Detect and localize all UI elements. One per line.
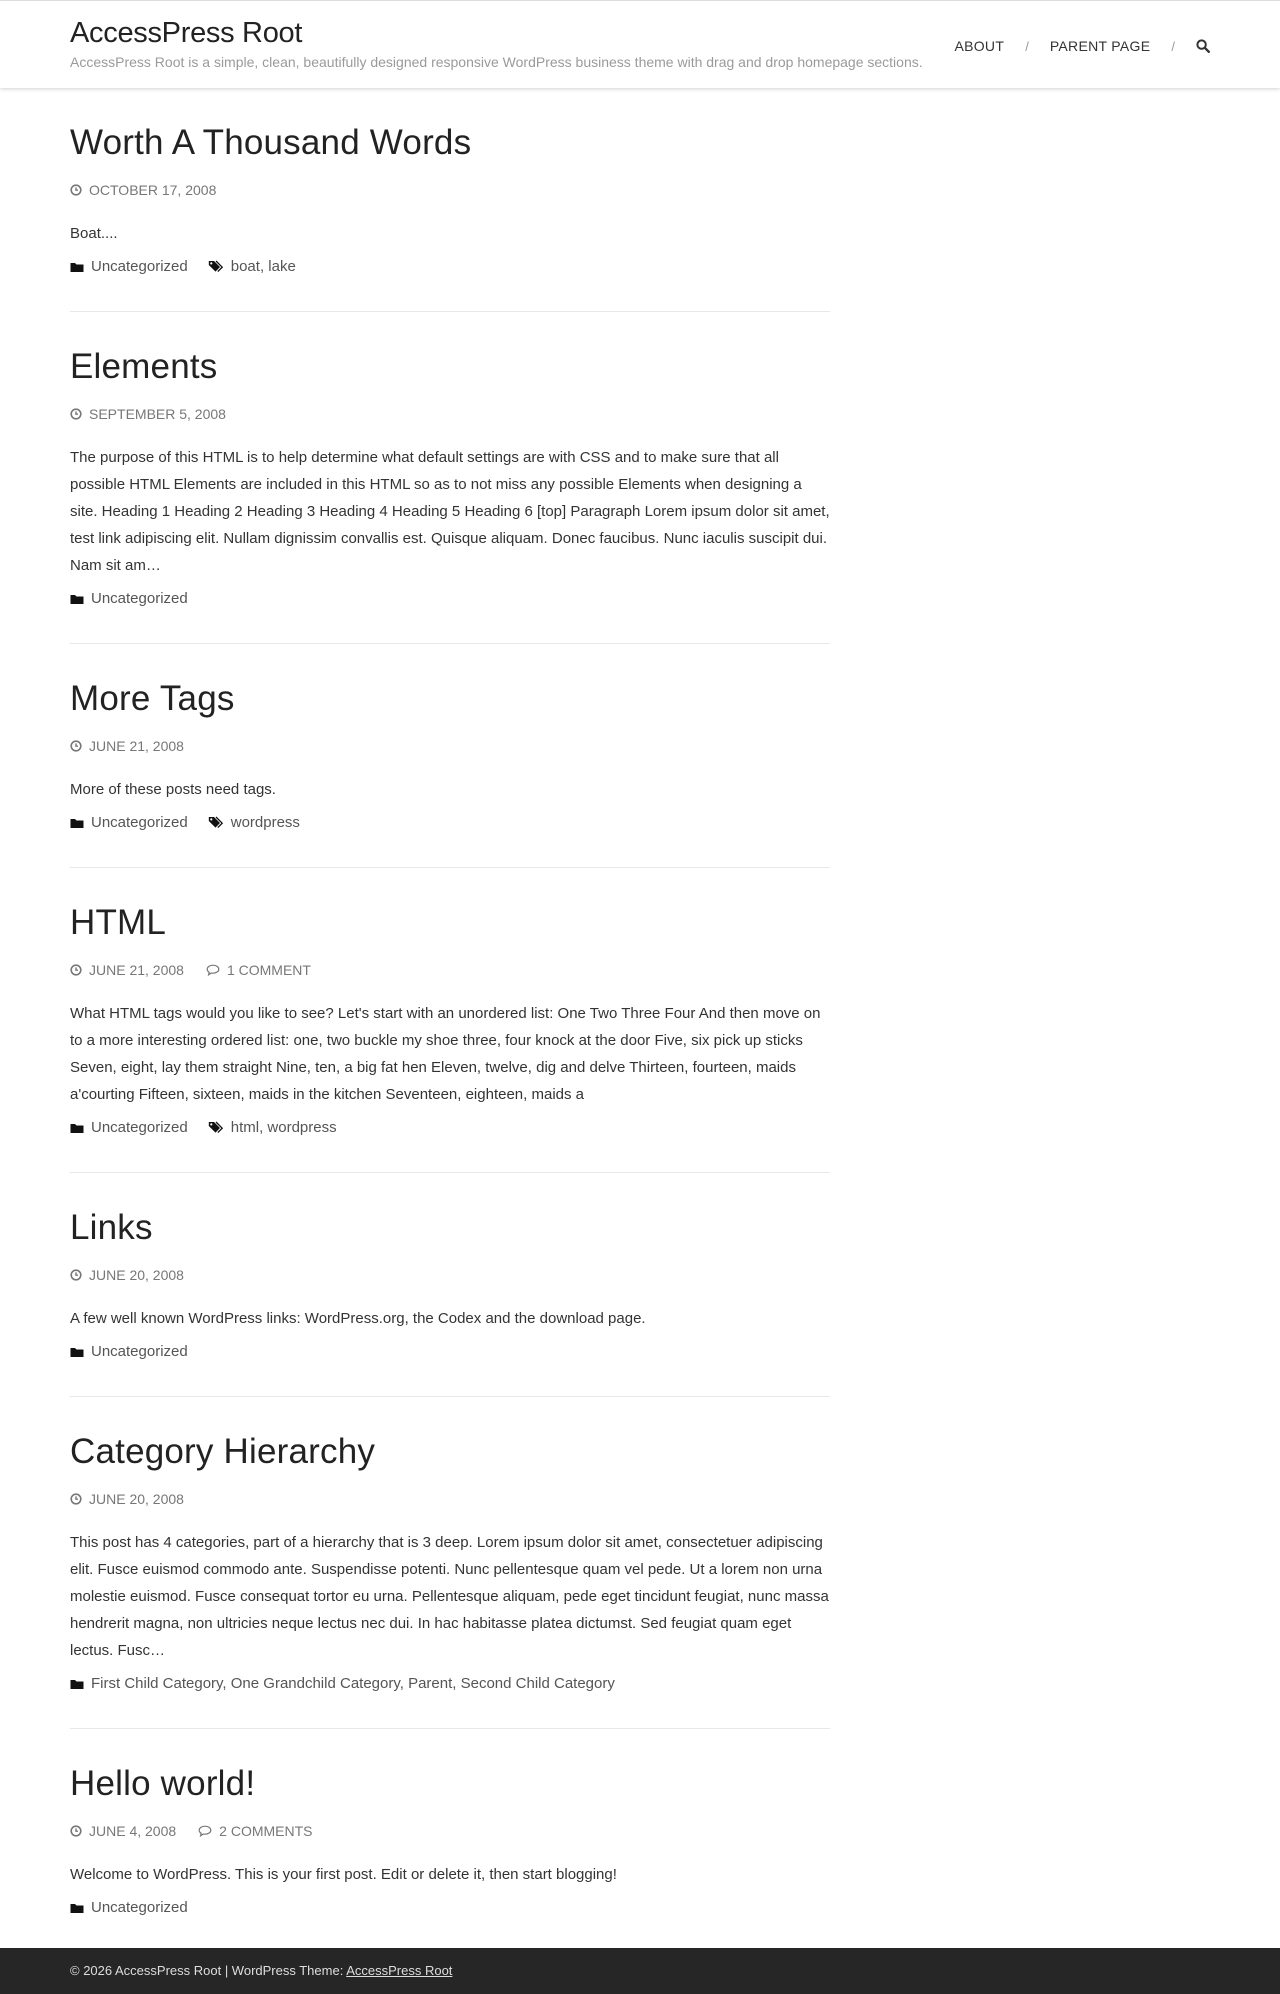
tag-link[interactable]: boat bbox=[230, 258, 260, 275]
folder-icon bbox=[70, 1902, 91, 1914]
entry-footer bbox=[70, 1343, 830, 1360]
category-links[interactable]: Uncategorized bbox=[91, 1343, 188, 1360]
post-date-link[interactable]: JUNE 4, 2008 bbox=[89, 1823, 177, 1839]
folder-icon bbox=[70, 1678, 91, 1690]
post-title[interactable]: Category Hierarchy bbox=[70, 1432, 376, 1471]
folder-icon bbox=[70, 1346, 91, 1358]
comments-link[interactable]: 1 COMMENT bbox=[226, 962, 311, 978]
post-summary: This post has 4 categories, part of a hierarchy that is 3 deep. Lorem ipsum dolor sit amet, consectetuer adipiscing elit. Fusce euismod commodo ante. Suspendisse potenti. Nunc pellentesque quam vel pede. Ut a lorem non urna molestie euismod. Fusce consequat tortor eu urna. Pellentesque aliquam, pede eget tincidunt feugiat, nunc massa hendrerit magna, non ultricies neque lectus nec dui. In hac habitasse platea dictumst. Sed feugiat quam eget lectus. Fusc… bbox=[70, 1534, 829, 1659]
clock-icon bbox=[70, 740, 89, 752]
entry-meta bbox=[70, 182, 830, 198]
post-date-link[interactable]: JUNE 20, 2008 bbox=[89, 1491, 184, 1507]
folder-icon bbox=[70, 261, 91, 273]
post-title[interactable]: More Tags bbox=[70, 679, 235, 718]
post-summary: More of these posts need tags. bbox=[70, 781, 276, 798]
post-comments bbox=[198, 1823, 312, 1839]
site-info bbox=[70, 1963, 452, 1978]
post-summary: Boat.... bbox=[70, 225, 118, 242]
clock-icon bbox=[70, 1493, 89, 1505]
main-navigation bbox=[954, 38, 1210, 54]
category-links[interactable]: Uncategorized bbox=[91, 814, 188, 831]
entry-meta bbox=[70, 1823, 830, 1839]
post-date-link[interactable]: SEPTEMBER 5, 2008 bbox=[89, 406, 226, 422]
post-date-link[interactable]: JUNE 20, 2008 bbox=[89, 1267, 184, 1283]
post-title[interactable]: HTML bbox=[70, 903, 167, 942]
post-summary: The purpose of this HTML is to help determine what default settings are with CSS and to make sure that all possible HTML Elements are included in this HTML so as to not miss any possible Elements when designing a site. Heading 1 Heading 2 Heading 3 Heading 4 Heading 5 Heading 6 [top] Paragraph Lorem ipsum dolor sit amet, test link adipiscing elit. Nullam dignissim convallis est. Quisque aliquam. Donec faucibus. Nunc iaculis suscipit dui. Nam sit am… bbox=[70, 449, 830, 574]
post-date bbox=[70, 406, 226, 422]
nav-item-about[interactable]: ABOUT bbox=[954, 38, 1005, 54]
post-date bbox=[70, 738, 184, 754]
category-links[interactable]: Uncategorized bbox=[91, 1119, 188, 1136]
entry-meta bbox=[70, 1267, 830, 1283]
post-item bbox=[70, 312, 830, 644]
post-categories bbox=[70, 1119, 188, 1136]
post-categories bbox=[70, 1675, 615, 1692]
entry-footer bbox=[70, 1899, 830, 1916]
nav-separator: / bbox=[1171, 38, 1175, 54]
post-date bbox=[70, 1267, 184, 1283]
post-comments bbox=[206, 962, 311, 978]
tag-link[interactable]: wordpress bbox=[267, 1119, 337, 1136]
post-title[interactable]: Hello world! bbox=[70, 1764, 256, 1803]
clock-icon bbox=[70, 184, 89, 196]
post-date bbox=[70, 1491, 184, 1507]
post-date-link[interactable]: OCTOBER 17, 2008 bbox=[89, 182, 217, 198]
nav-separator: / bbox=[1025, 38, 1029, 54]
post-summary: Welcome to WordPress. This is your first post. Edit or delete it, then start blogging! bbox=[70, 1866, 617, 1883]
entry-footer bbox=[70, 258, 830, 275]
post-title[interactable]: Links bbox=[70, 1208, 153, 1247]
tags-icon bbox=[208, 816, 231, 829]
comment-icon bbox=[198, 1825, 219, 1837]
folder-icon bbox=[70, 817, 91, 829]
entry-meta bbox=[70, 962, 830, 978]
folder-icon bbox=[70, 593, 91, 605]
post-tags bbox=[208, 258, 296, 275]
tag-separator: , bbox=[259, 258, 269, 275]
site-description: AccessPress Root is a simple, clean, beautifully designed responsive WordPress business theme with drag and drop homepage sections. bbox=[70, 54, 923, 70]
post-list bbox=[70, 88, 830, 1952]
tags-icon bbox=[208, 260, 231, 273]
search-icon[interactable] bbox=[1196, 39, 1210, 53]
post-summary: A few well known WordPress links: WordPress.org, the Codex and the download page. bbox=[70, 1310, 646, 1327]
tag-link[interactable]: html bbox=[230, 1119, 260, 1136]
tag-separator: , bbox=[259, 1119, 268, 1136]
post-categories bbox=[70, 1899, 188, 1916]
post-item bbox=[70, 1729, 830, 1952]
post-item bbox=[70, 644, 830, 868]
entry-meta bbox=[70, 1491, 830, 1507]
post-item bbox=[70, 1173, 830, 1397]
entry-meta bbox=[70, 406, 830, 422]
folder-icon bbox=[70, 1122, 91, 1134]
tags-icon bbox=[208, 1121, 231, 1134]
post-summary: What HTML tags would you like to see? Let's start with an unordered list: One Two Three Four And then move on to a more interesting ordered list: one, two buckle my shoe three, four knock at the door Five, six pick up sticks Seven, eight, lay them straight Nine, ten, a big fat hen Eleven, twelve, dig and delve Thirteen, fourteen, maids a'courting Fifteen, sixteen, maids in the kitchen Seventeen, eighteen, maids a bbox=[70, 1005, 821, 1103]
tag-link[interactable]: wordpress bbox=[230, 814, 300, 831]
tag-link[interactable]: lake bbox=[268, 258, 296, 275]
post-tags bbox=[208, 814, 300, 831]
clock-icon bbox=[70, 1269, 89, 1281]
site-title[interactable]: AccessPress Root bbox=[70, 17, 303, 49]
post-date bbox=[70, 182, 216, 198]
post-categories bbox=[70, 1343, 188, 1360]
post-item bbox=[70, 88, 830, 312]
post-title[interactable]: Elements bbox=[70, 347, 218, 386]
category-links[interactable]: Uncategorized bbox=[91, 258, 188, 275]
site-header bbox=[0, 0, 1280, 88]
clock-icon bbox=[70, 408, 89, 420]
post-categories bbox=[70, 258, 188, 275]
category-links[interactable]: Uncategorized bbox=[91, 1899, 188, 1916]
entry-footer bbox=[70, 1675, 830, 1692]
category-links[interactable]: First Child Category, One Grandchild Category, Parent, Second Child Category bbox=[91, 1675, 615, 1692]
category-links[interactable]: Uncategorized bbox=[91, 590, 188, 607]
copyright-text: © 2026 AccessPress Root | WordPress Theme: bbox=[70, 1963, 347, 1978]
post-date bbox=[70, 962, 184, 978]
post-item bbox=[70, 868, 830, 1173]
entry-footer bbox=[70, 1119, 830, 1136]
post-tags bbox=[208, 1119, 337, 1136]
post-date-link[interactable]: JUNE 21, 2008 bbox=[89, 738, 184, 754]
site-footer bbox=[0, 1948, 1280, 1994]
post-categories bbox=[70, 590, 188, 607]
comment-icon bbox=[206, 964, 227, 976]
nav-item-parent-page[interactable]: PARENT PAGE bbox=[1049, 38, 1151, 54]
post-title[interactable]: Worth A Thousand Words bbox=[70, 123, 472, 162]
theme-link[interactable]: AccessPress Root bbox=[346, 1963, 453, 1978]
post-item bbox=[70, 1397, 830, 1729]
post-categories bbox=[70, 814, 188, 831]
comments-link[interactable]: 2 COMMENTS bbox=[219, 1823, 313, 1839]
entry-footer bbox=[70, 814, 830, 831]
entry-meta bbox=[70, 738, 830, 754]
clock-icon bbox=[70, 1825, 89, 1837]
post-date-link[interactable]: JUNE 21, 2008 bbox=[89, 962, 184, 978]
post-date bbox=[70, 1823, 176, 1839]
entry-footer bbox=[70, 590, 830, 607]
clock-icon bbox=[70, 964, 89, 976]
